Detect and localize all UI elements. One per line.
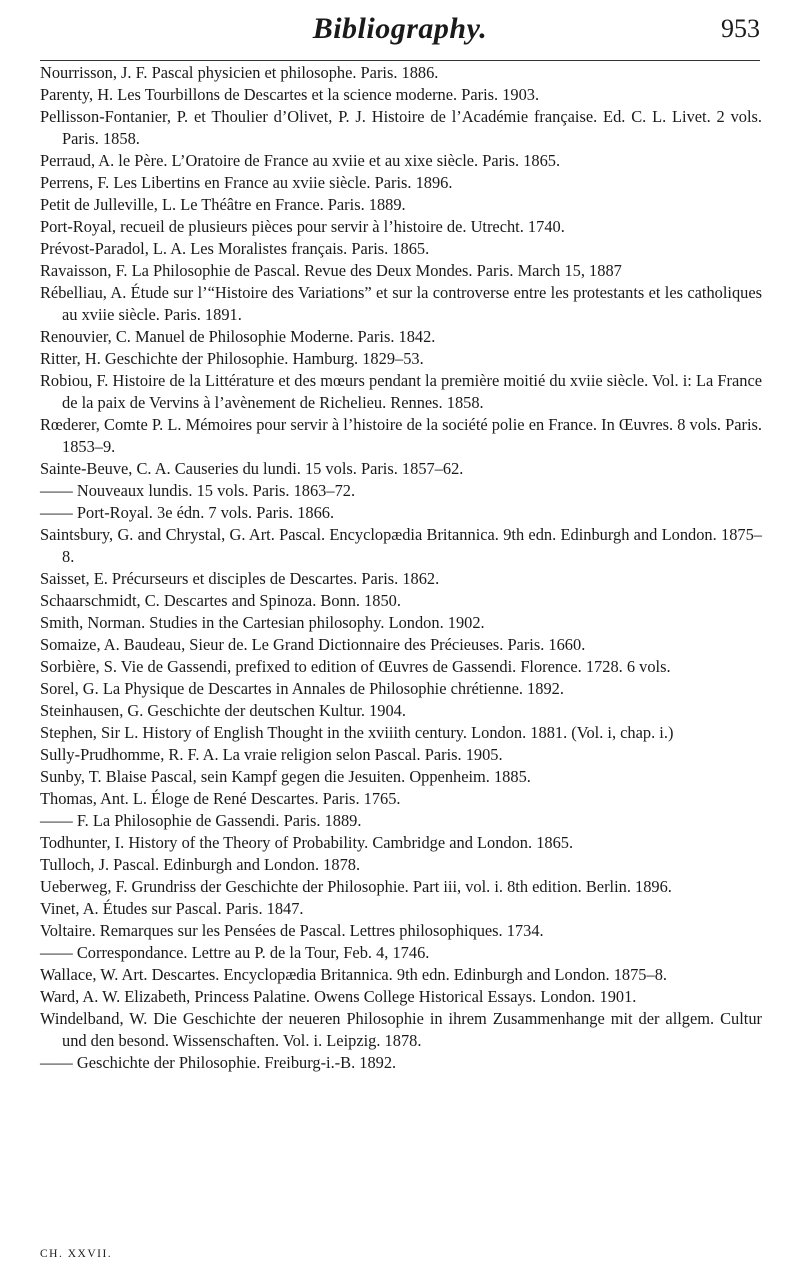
bibliography-entry: Wallace, W. Art. Descartes. Encyclopædia Britannica. 9th edn. Edinburgh and London. 1875–8. <box>40 965 667 984</box>
bibliography-entry: Pellisson-Fontanier, P. et Thoulier d’Olivet, P. J. Histoire de l’Académie française. Ed. C. L. Livet. 2 vols. Paris. 1858. <box>40 107 762 148</box>
page-number: 953 <box>721 14 760 43</box>
bibliography-entry: Nourrisson, J. F. Pascal physicien et philosophe. Paris. 1886. <box>40 63 439 82</box>
bibliography-entry: Rœderer, Comte P. L. Mémoires pour servir à l’histoire de la société polie en France. In Œuvres. 8 vols. Paris. 1853–9. <box>40 415 762 456</box>
bibliography-entry: Sorel, G. La Physique de Descartes in Annales de Philosophie chrétienne. 1892. <box>40 679 564 698</box>
bibliography-entry: Ueberweg, F. Grundriss der Geschichte der Philosophie. Part iii, vol. i. 8th edition. Berlin. 1896. <box>40 877 672 896</box>
bibliography-entry: Thomas, Ant. L. Éloge de René Descartes. Paris. 1765. <box>40 789 401 808</box>
bibliography-entry: Port-Royal, recueil de plusieurs pièces pour servir à l’histoire de. Utrecht. 1740. <box>40 217 565 236</box>
bibliography-entry: Parenty, H. Les Tourbillons de Descartes et la science moderne. Paris. 1903. <box>40 85 540 104</box>
bibliography-entry: Windelband, W. Die Geschichte der neueren Philosophie in ihrem Zusammenhange mit der allgem. Cultur und den besond. Wissenschaften. Vol. i. Leipzig. 1878. <box>40 1009 762 1050</box>
bibliography-entry: Perrens, F. Les Libertins en France au xviie siècle. Paris. 1896. <box>40 173 453 192</box>
bibliography-entry: —— Correspondance. Lettre au P. de la Tour, Feb. 4, 1746. <box>40 943 430 962</box>
bibliography-entry: Perraud, A. le Père. L’Oratoire de France au xviie et au xixe siècle. Paris. 1865. <box>40 151 561 170</box>
bibliography-entry: Robiou, F. Histoire de la Littérature et des mœurs pendant la première moitié du xviie siècle. Vol. i: La France de la paix de Vervins à l’avènement de Richelieu. Rennes. 1858. <box>40 371 762 412</box>
bibliography-entry: Somaize, A. Baudeau, Sieur de. Le Grand Dictionnaire des Précieuses. Paris. 1660. <box>40 635 586 654</box>
bibliography-entry: Stephen, Sir L. History of English Thought in the xviiith century. London. 1881. (Vol. i, chap. i.) <box>40 723 674 742</box>
bibliography-entry: Petit de Julleville, L. Le Théâtre en France. Paris. 1889. <box>40 195 406 214</box>
bibliography-entry: Sainte-Beuve, C. A. Causeries du lundi. 15 vols. Paris. 1857–62. <box>40 459 464 478</box>
bibliography-entry: Voltaire. Remarques sur les Pensées de Pascal. Lettres philosophiques. 1734. <box>40 921 544 940</box>
bibliography-entry: Schaarschmidt, C. Descartes and Spinoza. Bonn. 1850. <box>40 591 401 610</box>
bibliography-entry: Ritter, H. Geschichte der Philosophie. Hamburg. 1829–53. <box>40 349 424 368</box>
bibliography-entry: Sunby, T. Blaise Pascal, sein Kampf gegen die Jesuiten. Oppenheim. 1885. <box>40 767 531 786</box>
header-rule <box>40 60 760 61</box>
bibliography-entry: Prévost-Paradol, L. A. Les Moralistes français. Paris. 1865. <box>40 239 430 258</box>
bibliography-entry: Saisset, E. Précurseurs et disciples de Descartes. Paris. 1862. <box>40 569 440 588</box>
bibliography-entry: Ward, A. W. Elizabeth, Princess Palatine. Owens College Historical Essays. London. 1901. <box>40 987 637 1006</box>
bibliography-entry: Rébelliau, A. Étude sur l’“Histoire des Variations” et sur la controverse entre les protestants et les catholiques au xviie siècle. Paris. 1891. <box>40 283 762 324</box>
bibliography-list <box>40 62 762 1074</box>
bibliography-entry: —— Nouveaux lundis. 15 vols. Paris. 1863–72. <box>40 481 356 500</box>
bibliography-entry: Renouvier, C. Manuel de Philosophie Moderne. Paris. 1842. <box>40 327 436 346</box>
bibliography-entry: —— Port-Royal. 3e édn. 7 vols. Paris. 1866. <box>40 503 335 522</box>
bibliography-entry: Steinhausen, G. Geschichte der deutschen Kultur. 1904. <box>40 701 406 720</box>
bibliography-entry: Vinet, A. Études sur Pascal. Paris. 1847. <box>40 899 304 918</box>
bibliography-entry: Smith, Norman. Studies in the Cartesian philosophy. London. 1902. <box>40 613 485 632</box>
chapter-signature: CH. XXVII. <box>40 1248 113 1260</box>
bibliography-entry: Saintsbury, G. and Chrystal, G. Art. Pascal. Encyclopædia Britannica. 9th edn. Edinburgh and London. 1875–8. <box>40 525 762 566</box>
bibliography-entry: Ravaisson, F. La Philosophie de Pascal. Revue des Deux Mondes. Paris. March 15, 1887 <box>40 261 622 280</box>
bibliography-entry: —— F. La Philosophie de Gassendi. Paris. 1889. <box>40 811 362 830</box>
bibliography-entry: —— Geschichte der Philosophie. Freiburg-i.-B. 1892. <box>40 1053 397 1072</box>
bibliography-entry: Sorbière, S. Vie de Gassendi, prefixed to edition of Œuvres de Gassendi. Florence. 1728. 6 vols. <box>40 657 671 676</box>
bibliography-entry: Sully-Prudhomme, R. F. A. La vraie religion selon Pascal. Paris. 1905. <box>40 745 503 764</box>
running-header-title: Bibliography. <box>312 12 488 45</box>
bibliography-entry: Tulloch, J. Pascal. Edinburgh and London. 1878. <box>40 855 361 874</box>
bibliography-entry: Todhunter, I. History of the Theory of Probability. Cambridge and London. 1865. <box>40 833 574 852</box>
